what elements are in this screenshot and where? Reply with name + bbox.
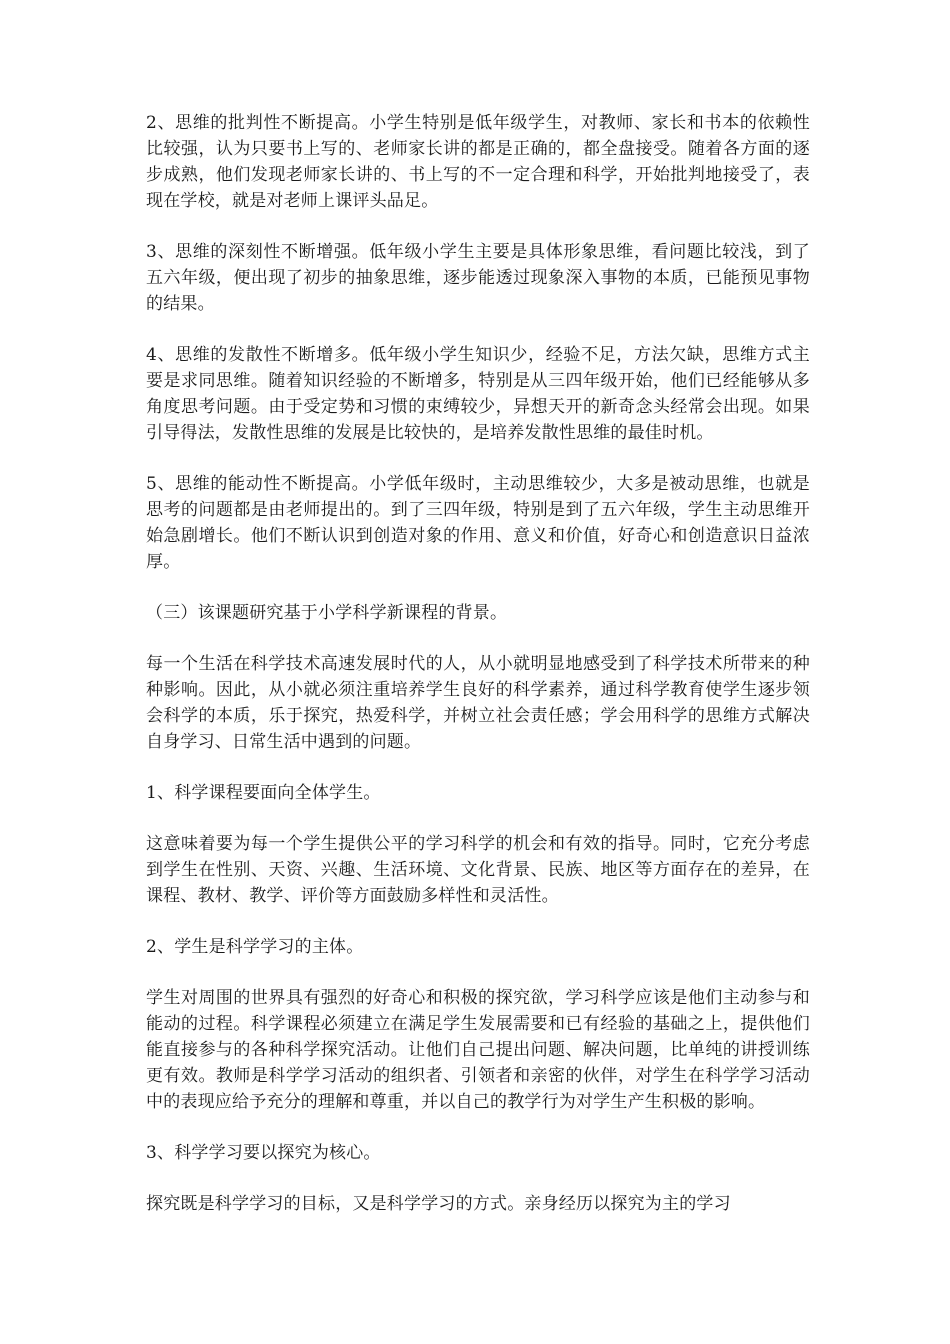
- paragraph-student-curiosity: 学生对周围的世界具有强烈的好奇心和积极的探究欲，学习科学应该是他们主动参与和能动的过程。科学课程必须建立在满足学生发展需要和已有经验的基础之上，提供他们能直接参与的各种科学探究活动。让他们自己提出问题、解决问题，比单纯的讲授训练更有效。教师是科学学习活动的组织者、引领者和亲密的伙伴，对学生在科学学习活动中的表现应给予充分的理解和尊重，并以自己的教学行为对学生产生积极的影响。: [146, 988, 810, 1112]
- paragraph-critical-thinking: 2、思维的批判性不断提高。小学生特别是低年级学生，对教师、家长和书本的依赖性比较强，认为只要书上写的、老师家长讲的都是正确的，都全盘接受。随着各方面的逐步成熟，他们发现老师家长讲的、书上写的不一定合理和科学，开始批判地接受了，表现在学校，就是对老师上课评头品足。: [146, 113, 810, 211]
- paragraph-inquiry-goal: 探究既是科学学习的目标，又是科学学习的方式。亲身经历以探究为主的学习: [146, 1194, 731, 1214]
- section-heading-science-curriculum: （三）该课题研究基于小学科学新课程的背景。: [146, 603, 508, 623]
- document-body: [146, 110, 810, 1242]
- paragraph-divergent-thinking: 4、思维的发散性不断增多。低年级小学生知识少，经验不足，方法欠缺，思维方式主要是求同思维。随着知识经验的不断增多，特别是从三四年级开始，他们已经能够从多角度思考问题。由于受定势和习惯的束缚较少，异想天开的新奇念头经常会出现。如果引导得法，发散性思维的发展是比较快的，是培养发散性思维的最佳时机。: [146, 345, 810, 443]
- subheading-inquiry-core: 3、科学学习要以探究为核心。: [146, 1143, 381, 1163]
- paragraph-science-literacy: 每一个生活在科学技术高速发展时代的人，从小就明显地感受到了科学技术所带来的种种影响。因此，从小就必须注重培养学生良好的科学素养，通过科学教育使学生逐步领会科学的本质，乐于探究，热爱科学，并树立社会责任感；学会用科学的思维方式解决自身学习、日常生活中遇到的问题。: [146, 654, 810, 752]
- paragraph-equal-opportunity: 这意味着要为每一个学生提供公平的学习科学的机会和有效的指导。同时，它充分考虑到学生在性别、天资、兴趣、生活环境、文化背景、民族、地区等方面存在的差异，在课程、教材、教学、评价等方面鼓励多样性和灵活性。: [146, 834, 810, 906]
- subheading-all-students: 1、科学课程要面向全体学生。: [146, 783, 381, 803]
- subheading-student-subject: 2、学生是科学学习的主体。: [146, 937, 364, 957]
- paragraph-active-thinking: 5、思维的能动性不断提高。小学低年级时，主动思维较少，大多是被动思维，也就是思考的问题都是由老师提出的。到了三四年级，特别是到了五六年级，学生主动思维开始急剧增长。他们不断认识到创造对象的作用、意义和价值，好奇心和创造意识日益浓厚。: [146, 474, 810, 572]
- paragraph-depth-of-thinking: 3、思维的深刻性不断增强。低年级小学生主要是具体形象思维，看问题比较浅，到了五六年级，便出现了初步的抽象思维，逐步能透过现象深入事物的本质，已能预见事物的结果。: [146, 242, 810, 314]
